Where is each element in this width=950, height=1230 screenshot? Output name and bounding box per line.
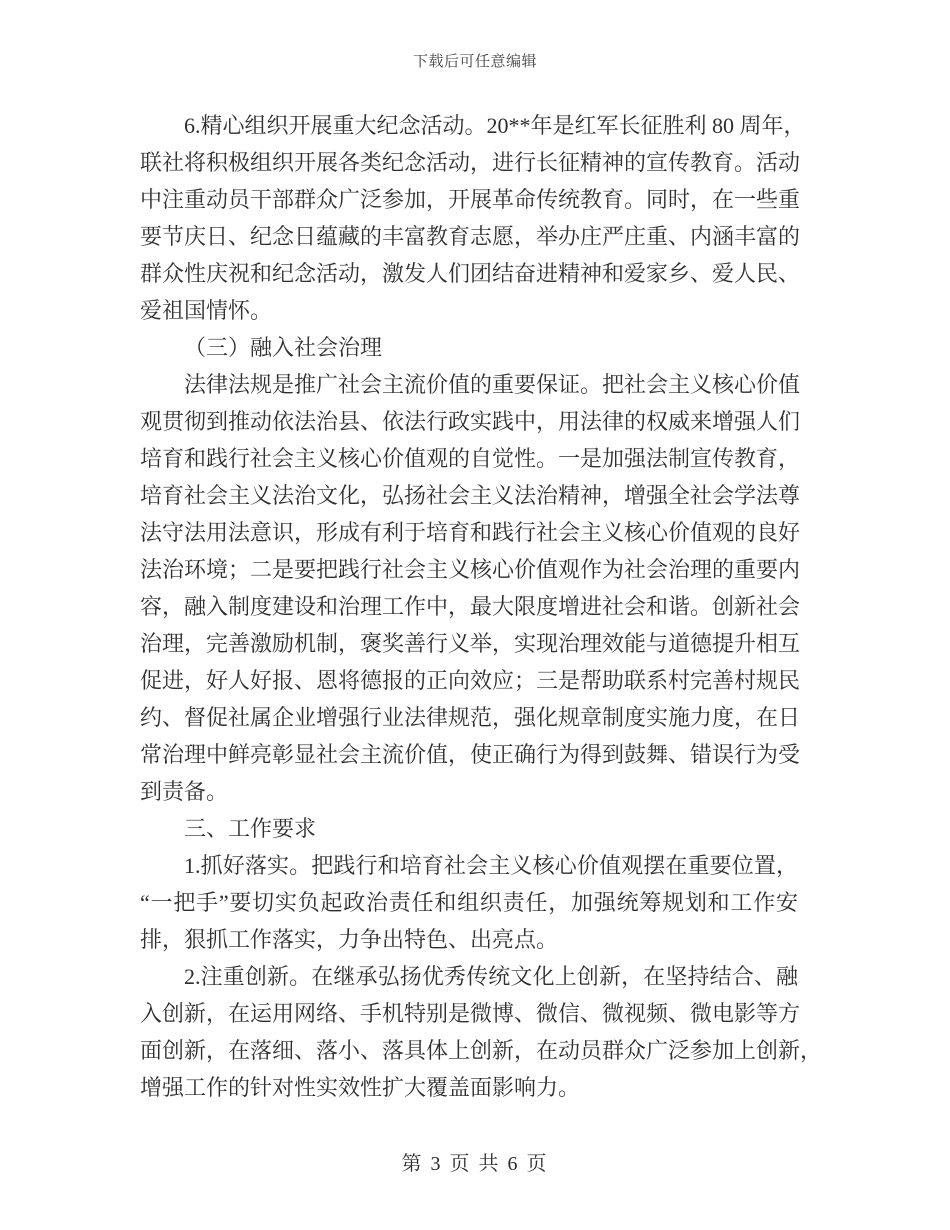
text-line: 约、督促社属企业增强行业法律规范，强化规章制度实施力度，在日	[140, 705, 801, 730]
text-line: 培育社会主义法治文化，弘扬社会主义法治精神，增强全社会学法尊	[140, 483, 801, 508]
paragraph	[140, 847, 798, 958]
text-line: 要节庆日、纪念日蕴藏的丰富教育志愿，举办庄严庄重、内涵丰富的	[140, 224, 801, 249]
paragraph	[140, 329, 798, 366]
text-line: 增强工作的针对性实效性扩大覆盖面影响力。	[140, 1075, 581, 1100]
text-line: 排，狠抓工作落实，力争出特色、出亮点。	[140, 927, 559, 952]
paragraph	[140, 107, 806, 329]
text-line: 三、工作要求	[184, 816, 317, 841]
text-line: 入创新，在运用网络、手机特别是微博、微信、微视频、微电影等方	[140, 1001, 801, 1026]
text-line: 法治环境；二是要把践行社会主义核心价值观作为社会治理的重要内	[140, 557, 801, 582]
text-line: 法守法用法意识，形成有利于培育和践行社会主义核心价值观的良好	[140, 520, 801, 545]
page-footer	[0, 1151, 950, 1177]
text-line: 培育和践行社会主义核心价值观的自觉性。一是加强法制宣传教育，	[140, 446, 801, 471]
text-line: 爱祖国情怀。	[140, 298, 273, 323]
text-line: 观贯彻到推动依法治县、依法行政实践中，用法律的权威来增强人们	[140, 409, 801, 434]
text-line: 6.精心组织开展重大纪念活动。20**年是红军长征胜利 80 周年，	[184, 113, 806, 138]
page-number-label: 第 3 页 共 6 页	[401, 1153, 549, 1175]
text-line: 群众性庆祝和纪念活动，激发人们团结奋进精神和爱家乡、爱人民、	[140, 261, 801, 286]
text-line: 中注重动员干部群众广泛参加，开展革命传统教育。同时，在一些重	[140, 187, 801, 212]
document-body	[140, 107, 823, 1106]
text-line: （三）融入社会治理	[184, 335, 383, 360]
text-line: 促进，好人好报、恩将德报的正向效应；三是帮助联系村完善村规民	[140, 668, 801, 693]
text-line: 容，融入制度建设和治理工作中，最大限度增进社会和谐。创新社会	[140, 594, 801, 619]
text-line: 面创新，在落细、落小、落具体上创新，在动员群众广泛参加上创新，	[140, 1038, 823, 1063]
text-line: “一把手”要切实负起政治责任和组织责任，加强统筹规划和工作安	[140, 890, 798, 915]
paragraph	[140, 366, 801, 810]
text-line: 常治理中鲜亮彰显社会主流价值，使正确行为得到鼓舞、错误行为受	[140, 742, 801, 767]
text-line: 到责备。	[140, 779, 229, 804]
paragraph	[140, 810, 798, 847]
text-line: 法律法规是推广社会主流价值的重要保证。把社会主义核心价值	[184, 372, 801, 397]
header-note: 下载后可任意编辑	[412, 54, 537, 70]
text-line: 1.抓好落实。把践行和培育社会主义核心价值观摆在重要位置，	[184, 853, 798, 878]
text-line: 治理，完善激励机制，褒奖善行义举，实现治理效能与道德提升相互	[140, 631, 801, 656]
text-line: 2.注重创新。在继承弘扬优秀传统文化上创新，在坚持结合、融	[184, 964, 798, 989]
paragraph	[140, 958, 823, 1106]
text-line: 联社将积极组织开展各类纪念活动，进行长征精神的宣传教育。活动	[140, 150, 801, 175]
